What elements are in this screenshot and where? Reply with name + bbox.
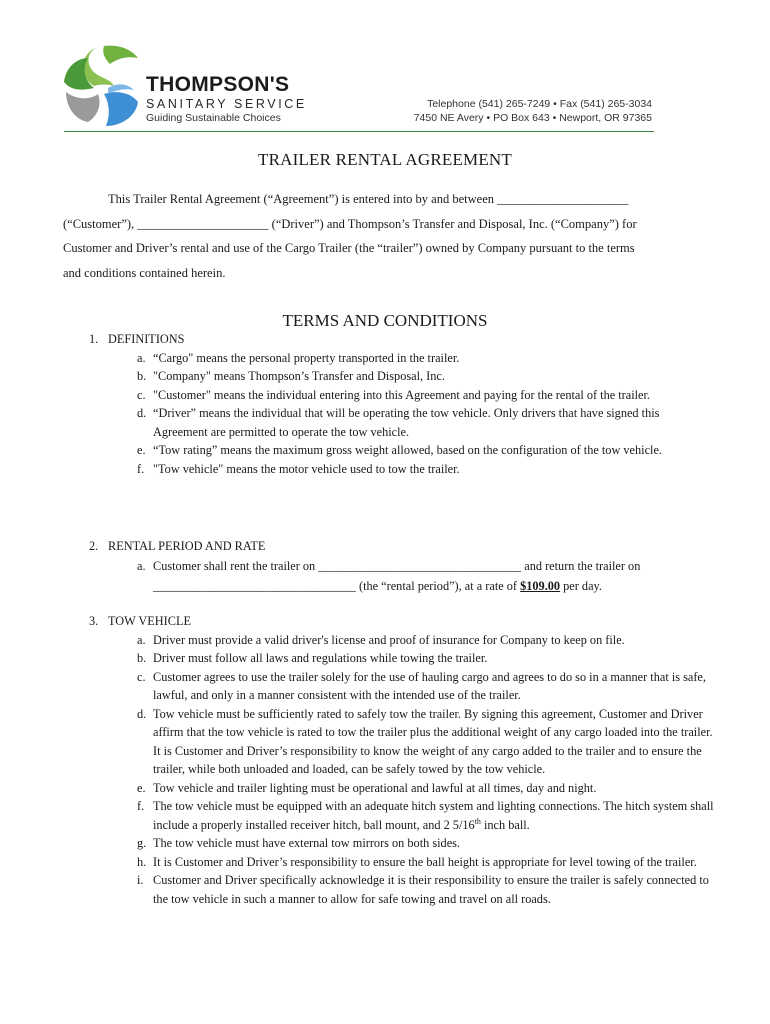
item-letter: c. — [137, 669, 146, 684]
intro-line: (“Customer”), _____________________ (“Driver”) and Thompson’s Transfer and Disposal, Inc. (“Company”) for — [63, 216, 637, 231]
intro-paragraph — [63, 187, 713, 285]
item-letter: i. — [137, 873, 144, 887]
section-number: 3. — [89, 614, 99, 628]
item-letter: e. — [137, 780, 146, 795]
list-item — [89, 834, 714, 853]
list-item — [89, 705, 714, 779]
item-letter: b. — [137, 369, 147, 383]
intro-line: Customer and Driver’s rental and use of the Cargo Trailer (the “trailer”) owned by Company pursuant to the terms — [63, 241, 635, 255]
section-heading — [89, 537, 714, 556]
list-item — [89, 556, 714, 596]
item-letter: d. — [137, 406, 147, 420]
terms-heading: TERMS AND CONDITIONS — [282, 311, 488, 330]
section-heading — [89, 612, 714, 631]
item-text: Tow vehicle must be sufficiently rated to safely tow the trailer. By signing this agreement, Customer and Driver affirm that the tow vehicle is rated to tow the trailer plus the additional weight of any cargo loaded into the trailer. It is Customer and Driver’s responsibility to know the weight of any cargo added to the trailer and to ensure the trailer, while both unloaded and loaded, can be safely towed by the tow vehicle. — [153, 706, 713, 776]
item-text: "Customer" means the individual entering into this Agreement and paying for the rental of the trailer. — [153, 387, 651, 402]
item-letter: f. — [137, 461, 145, 476]
list-item — [89, 631, 714, 650]
section-number: 2. — [89, 539, 99, 553]
item-text: “Cargo" means the personal property transported in the trailer. — [153, 350, 460, 365]
item-letter: d. — [137, 706, 147, 721]
item-letter: f. — [137, 799, 145, 813]
list-item — [89, 797, 714, 834]
intro-line: and conditions contained herein. — [63, 265, 226, 280]
company-tagline: Guiding Sustainable Choices — [146, 112, 281, 124]
item-text: The tow vehicle must be equipped with an adequate hitch system and lighting connections. The hitch system shall include a properly installed receiver hitch, ball mount, and 2 5/16 — [153, 799, 714, 832]
section-heading — [89, 330, 714, 349]
definitions-list — [89, 349, 714, 479]
list-item — [89, 386, 714, 405]
item-text-tail: inch ball. — [480, 817, 530, 832]
item-text: Customer agrees to use the trailer solely for the use of hauling cargo and agrees to do so in a manner that is safe, lawful, and only in a manner consistent with the intended use of the trailer. — [153, 669, 706, 702]
item-text: Driver must provide a valid driver's license and proof of insurance for Company to keep on file. — [153, 632, 625, 647]
rental-list — [89, 556, 714, 596]
item-letter: b. — [137, 651, 147, 665]
item-text: Driver must follow all laws and regulations while towing the trailer. — [153, 651, 488, 665]
item-letter: a. — [137, 350, 146, 365]
list-item — [89, 668, 714, 705]
list-item — [89, 871, 714, 908]
item-text: The tow vehicle must have external tow mirrors on both sides. — [153, 836, 461, 850]
list-item — [89, 441, 714, 460]
section-tow-vehicle — [89, 612, 714, 908]
item-letter: g. — [137, 836, 147, 850]
item-letter: e. — [137, 443, 146, 457]
list-item — [89, 349, 714, 368]
section-heading-text: TOW VEHICLE — [108, 614, 191, 628]
list-item — [89, 853, 714, 872]
item-text: Tow vehicle and trailer lighting must be operational and lawful at all times, day and night. — [153, 780, 597, 795]
item-text: “Tow rating” means the maximum gross weight allowed, based on the configuration of the tow vehicle. — [153, 443, 662, 457]
item-text: "Tow vehicle" means the motor vehicle used to tow the trailer. — [153, 461, 460, 476]
item-letter: a. — [137, 558, 146, 573]
company-name: THOMPSON'S — [146, 73, 290, 96]
contact-address: 7450 NE Avery • PO Box 643 • Newport, OR 97365 — [413, 112, 652, 124]
intro-line: This Trailer Rental Agreement (“Agreement”) is entered into by and between _____________________ — [108, 192, 629, 206]
rental-period-line: Customer shall rent the trailer on _________________________________ and return the trailer on — [153, 558, 641, 573]
ordinal-suffix: th — [474, 816, 481, 826]
list-item — [89, 460, 714, 479]
contact-block — [414, 97, 652, 125]
rental-rate-unit: per day. — [563, 578, 602, 593]
header-divider — [64, 131, 654, 132]
brand-block — [146, 74, 307, 125]
list-item — [89, 404, 714, 441]
item-letter: a. — [137, 632, 146, 647]
item-letter: h. — [137, 854, 147, 869]
item-text: “Driver” means the individual that will be operating the tow vehicle. Only drivers that have signed this Agreement are permitted to operate the tow vehicle. — [153, 406, 660, 439]
section-definitions — [89, 330, 714, 478]
item-letter: c. — [137, 387, 146, 402]
section-heading-text: DEFINITIONS — [108, 332, 185, 346]
section-heading-text: RENTAL PERIOD AND RATE — [108, 539, 266, 553]
item-text: Customer and Driver specifically acknowledge it is their responsibility to ensure the trailer is safely connected to the tow vehicle in such a manner to allow for safe towing and travel on all roads. — [153, 873, 709, 906]
tow-vehicle-list — [89, 631, 714, 909]
list-item — [89, 367, 714, 386]
list-item — [89, 649, 714, 668]
document-title: TRAILER RENTAL AGREEMENT — [257, 150, 512, 169]
contact-phone-fax: Telephone (541) 265-7249 • Fax (541) 265-3034 — [427, 98, 652, 110]
company-logo-icon — [58, 42, 142, 128]
item-text: "Company" means Thompson’s Transfer and Disposal, Inc. — [153, 369, 445, 383]
list-item — [89, 779, 714, 798]
company-subname: SANITARY SERVICE — [146, 97, 307, 111]
section-number: 1. — [89, 332, 99, 346]
rental-return-line: _________________________________ (the “rental period”), at a rate of — [153, 578, 518, 593]
rental-rate: $109.00 — [520, 578, 561, 593]
item-text: It is Customer and Driver’s responsibility to ensure the ball height is appropriate for level towing of the trailer. — [153, 854, 697, 869]
section-rental-period — [89, 537, 714, 596]
